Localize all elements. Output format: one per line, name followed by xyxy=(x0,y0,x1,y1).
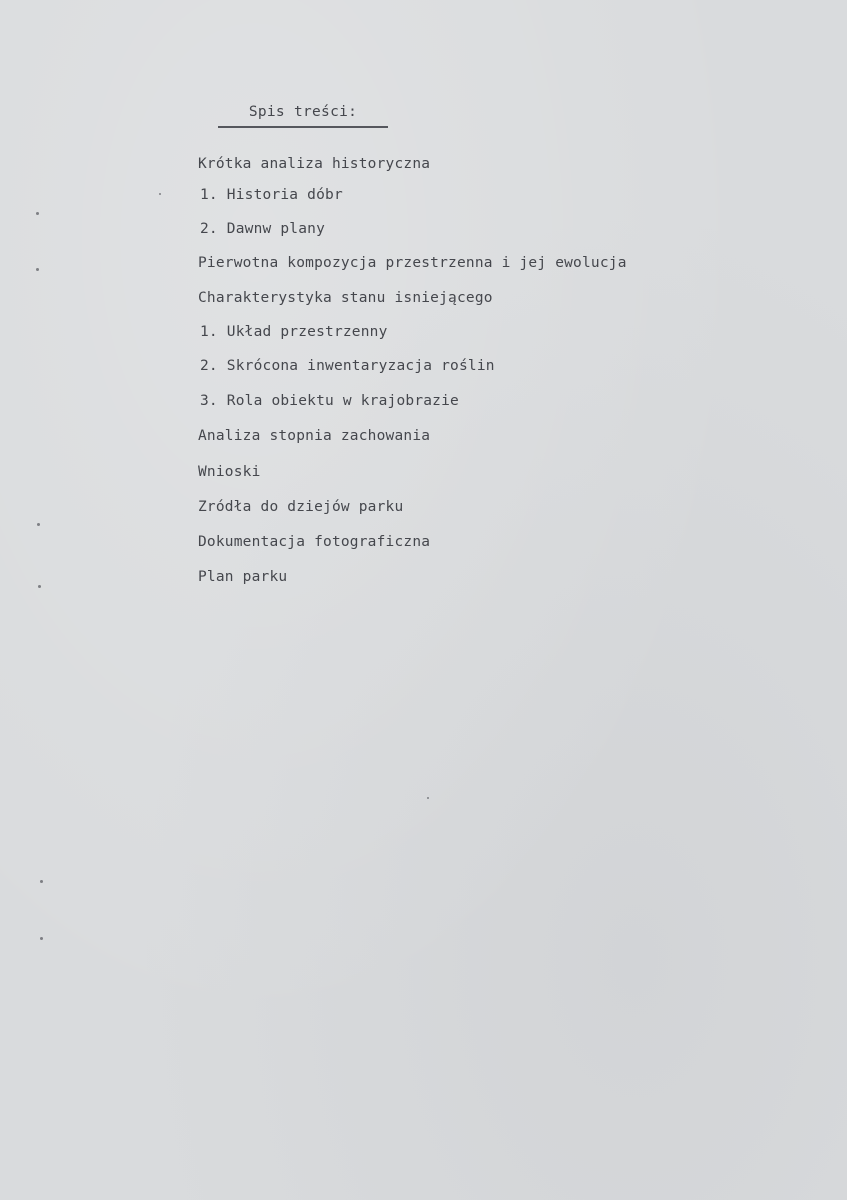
paper-speck xyxy=(38,585,41,588)
toc-entry-label: Krótka analiza historyczna xyxy=(198,156,431,172)
paper-speck xyxy=(36,268,39,271)
toc-entry-label: 2. Dawnw plany xyxy=(200,221,326,237)
toc-entry-label: 1. Historia dóbr xyxy=(200,187,343,203)
toc-entry-label: 3. Rola obiektu w krajobrazie xyxy=(200,393,459,409)
toc-entry-label: Pierwotna kompozycja przestrzenna i jej ewolucja xyxy=(198,255,627,271)
toc-entry-label: Dokumentacja fotograficzna xyxy=(198,534,431,550)
toc-entry-label: Charakterystyka stanu isniejącego xyxy=(198,290,493,306)
paper-speck xyxy=(37,523,40,526)
toc-title: Spis treści: xyxy=(248,104,358,120)
paper-speck xyxy=(36,212,39,215)
toc-entry-label: 1. Układ przestrzenny xyxy=(200,324,388,340)
toc-entry-label: Analiza stopnia zachowania xyxy=(198,428,431,444)
toc-entry-label: Zródła do dziejów parku xyxy=(198,499,404,515)
paper-speck xyxy=(40,937,43,940)
toc-entry-label: Plan parku xyxy=(198,569,288,585)
toc-entry-label: 2. Skrócona inwentaryzacja roślin xyxy=(200,358,495,374)
title-underline xyxy=(218,126,388,128)
toc-heading xyxy=(218,104,388,128)
paper-speck xyxy=(159,193,161,195)
paper-speck xyxy=(40,880,43,883)
paper-speck xyxy=(427,797,429,799)
toc-entry-label: Wnioski xyxy=(198,464,261,480)
